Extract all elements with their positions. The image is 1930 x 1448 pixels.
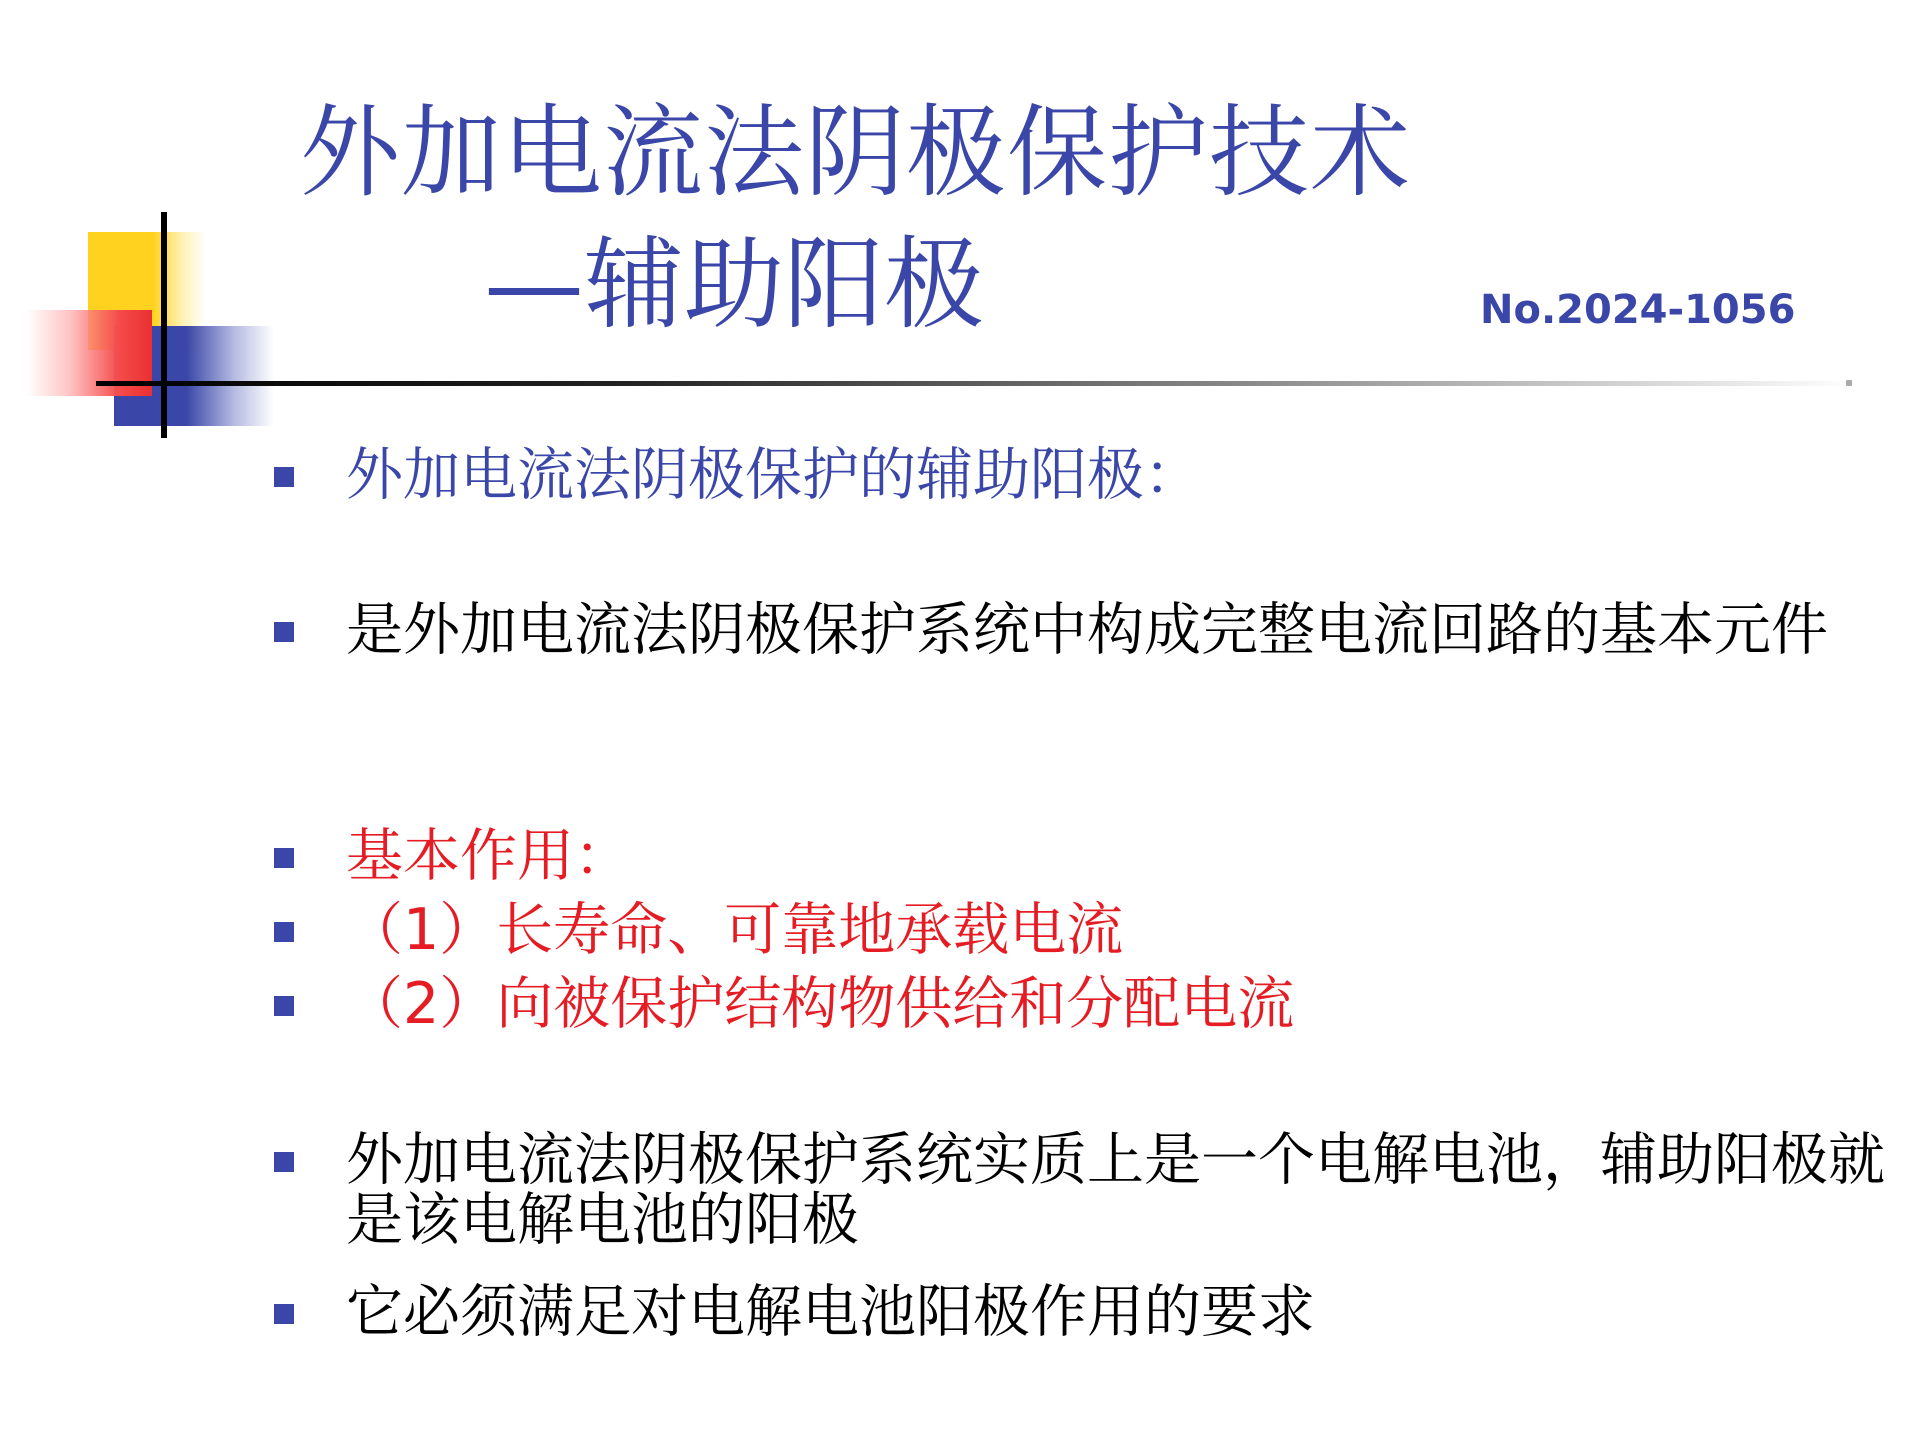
bullet-text: 是外加电流法阴极保护系统中构成完整电流回路的基本元件 [346, 597, 1828, 663]
decorative-logo-block [0, 0, 300, 460]
bullet-text: （2）向被保护结构物供给和分配电流 [346, 971, 1295, 1037]
bullet-square-icon [274, 467, 294, 487]
bullet-square-icon [274, 1304, 294, 1324]
bullet-text: 基本作用： [346, 823, 631, 889]
bullet-square-icon [274, 622, 294, 642]
bullet-square-icon [274, 922, 294, 942]
title-divider [96, 381, 1856, 386]
slide-subtitle: —辅助阳极 [484, 226, 984, 343]
bullet-text: （1）长寿命、可靠地承载电流 [346, 897, 1124, 963]
slide-title: 外加电流法阴极保护技术 [300, 94, 1411, 211]
bullet-square-icon [274, 848, 294, 868]
divider-end-mark [1846, 380, 1852, 386]
bullet-text: 外加电流法阴极保护系统实质上是一个电解电池，辅助阳极就是该电解电池的阳极 [346, 1127, 1885, 1253]
document-number: No.2024-1056 [1480, 287, 1796, 333]
bullet-square-icon [274, 1152, 294, 1172]
bullet-text: 外加电流法阴极保护的辅助阳极： [346, 442, 1201, 508]
vertical-line-decoration [161, 212, 167, 438]
bullet-text: 它必须满足对电解电池阳极作用的要求 [346, 1279, 1315, 1345]
bullet-square-icon [274, 996, 294, 1016]
